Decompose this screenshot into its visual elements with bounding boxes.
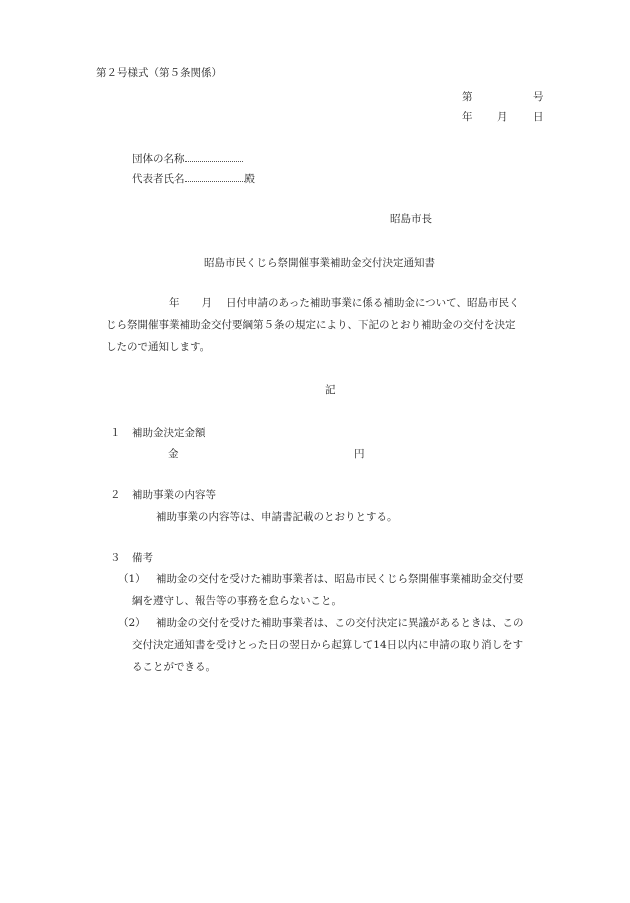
intro-line-3: したので通知します。 (106, 341, 211, 353)
section-1-heading: 補助金決定金額 (132, 427, 206, 439)
form-label: 第２号様式（第５条関係） (96, 67, 222, 79)
org-name-line (132, 151, 243, 166)
document-number-suffix: 号 (533, 91, 544, 103)
intro-year: 年 (169, 297, 180, 309)
remark-1-line-1: 補助金の交付を受けた補助事業者は、昭島市民くじら祭開催事業補助金交付要 (156, 573, 524, 585)
representative-blank (185, 171, 245, 182)
remark-2-line-3: ることができる。 (132, 661, 216, 673)
date-month: 月 (497, 111, 508, 123)
section-2-number: ２ (110, 489, 121, 501)
representative-label: 代表者氏名 (132, 173, 185, 185)
document-number-prefix: 第 (462, 91, 473, 103)
representative-line (132, 171, 255, 186)
intro-line-1-text: 日付申請のあった補助事業に係る補助金について、昭島市民く (226, 297, 520, 309)
section-2-body: 補助事業の内容等は、申請書記載のとおりとする。 (156, 511, 398, 523)
section-1-number: １ (110, 427, 121, 439)
section-3-heading: 備考 (132, 552, 153, 564)
date-year: 年 (462, 111, 473, 123)
intro-line-1 (96, 292, 519, 314)
honorific: 殿 (244, 173, 255, 185)
section-2-heading: 補助事業の内容等 (132, 489, 216, 501)
amount-suffix: 円 (354, 448, 365, 460)
org-name-label: 団体の名称 (132, 153, 185, 165)
org-name-blank (185, 151, 243, 162)
date-day: 日 (533, 111, 544, 123)
remark-2-marker: （2） (118, 617, 146, 629)
intro-month: 月 (201, 297, 212, 309)
remark-1-marker: （1） (118, 573, 146, 585)
issuer: 昭島市長 (390, 213, 432, 225)
document-title: 昭島市民くじら祭開催事業補助金交付決定通知書 (204, 257, 435, 269)
remark-2-line-2: 交付決定通知書を受けとった日の翌日から起算して14日以内に申請の取り消しをす (132, 639, 524, 651)
intro-line-2: じら祭開催事業補助金交付要綱第５条の規定により、下記のとおり補助金の交付を決定 (106, 319, 516, 331)
remark-2-line-1: 補助金の交付を受けた補助事業者は、この交付決定に異議があるときは、この (156, 617, 524, 629)
section-3-number: ３ (110, 552, 121, 564)
remark-1-line-2: 綱を遵守し、報告等の事務を怠らないこと。 (132, 595, 342, 607)
ki-marker: 記 (325, 384, 336, 396)
amount-prefix: 金 (168, 448, 179, 460)
